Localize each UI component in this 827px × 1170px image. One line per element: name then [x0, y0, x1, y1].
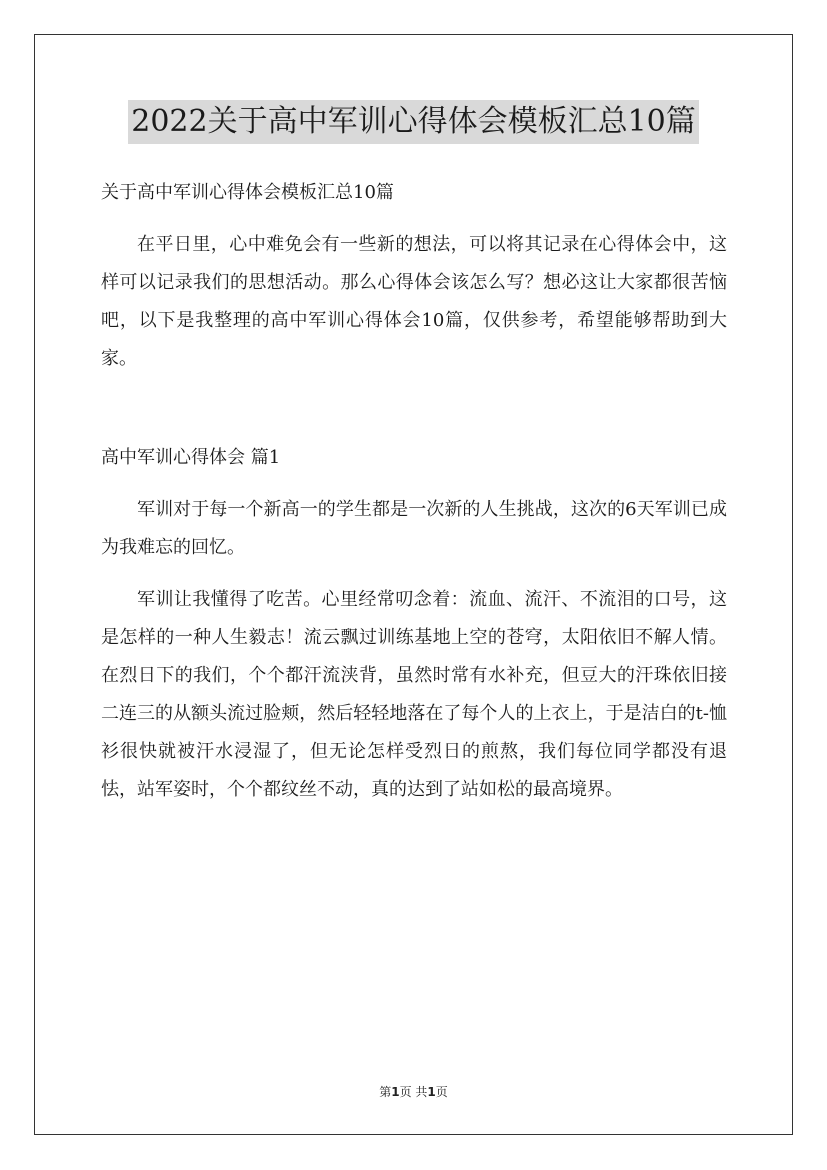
- document-title-block: [0, 100, 827, 148]
- document-title: 2022关于高中军训心得体会模板汇总10篇: [128, 100, 699, 144]
- footer-suffix: 页: [435, 1085, 448, 1099]
- section-paragraph-2: 军训让我懂得了吃苦。心里经常叨念着：流血、流汗、不流泪的口号，这是怎样的一种人生毅志！流云飘过训练基地上空的苍穹，太阳依旧不解人情。在烈日下的我们，个个都汗流浃背，虽然时常有水补充，但豆大的汗珠依旧接二连三的从额头流过脸颊，然后轻轻地落在了每个人的上衣上，于是洁白的t-恤衫很快就被汗水浸湿了，但无论怎样受烈日的煎熬，我们每位同学都没有退怯，站军姿时，个个都纹丝不动，真的达到了站如松的最高境界。: [101, 589, 727, 800]
- document-subtitle: 关于高中军训心得体会模板汇总10篇: [101, 182, 394, 203]
- footer-current-page: 1: [391, 1085, 400, 1099]
- section-paragraph-1: 军训对于每一个新高一的学生都是一次新的人生挑战，这次的6天军训已成为我难忘的回忆。: [101, 499, 727, 558]
- intro-paragraph: 在平日里，心中难免会有一些新的想法，可以将其记录在心得体会中，这样可以记录我们的思想活动。那么心得体会该怎么写？想必这让大家都很苦恼吧，以下是我整理的高中军训心得体会10篇，仅供参考，希望能够帮助到大家。: [101, 234, 727, 369]
- footer-prefix: 第: [379, 1085, 392, 1099]
- page-footer: [0, 1083, 827, 1100]
- footer-total-pages: 1: [427, 1085, 436, 1099]
- footer-mid: 页 共: [399, 1085, 428, 1099]
- document-body: [101, 174, 727, 809]
- section-heading: 高中军训心得体会 篇1: [101, 447, 281, 468]
